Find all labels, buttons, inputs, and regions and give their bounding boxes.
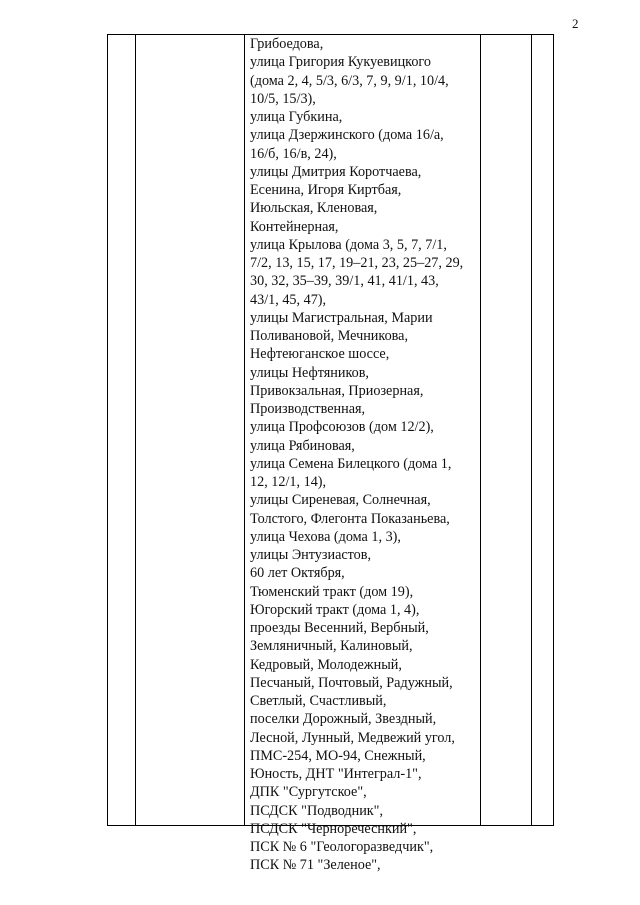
address-line: улицы Энтузиастов,	[250, 547, 372, 563]
address-line: Привокзальная, Приозерная,	[250, 382, 424, 399]
address-line: 16/б, 16/в, 24),	[250, 145, 337, 162]
address-line: улица Чехова (дома 1, 3),	[250, 528, 401, 545]
address-line: Контейнерная,	[250, 218, 339, 235]
address-line: ДПК "Сургутское",	[250, 784, 367, 801]
address-line: улица Рябиновая,	[250, 437, 355, 454]
address-line: 12, 12/1, 14),	[250, 474, 327, 490]
address-line: 30, 32, 35–39, 39/1, 41, 41/1, 43,	[250, 273, 439, 290]
address-line: ПСДСК "Черноречеснкий",	[250, 820, 417, 837]
address-line: улица Григория Кукуевицкого	[250, 54, 431, 71]
address-line: Нефтеюганское шоссе,	[250, 346, 390, 363]
address-line: 43/1, 45, 47),	[250, 291, 327, 308]
address-line: улица Крылова (дома 3, 5, 7, 7/1,	[250, 236, 447, 253]
address-line: ПСК № 71 "Зеленое",	[250, 857, 381, 874]
address-line: улица Губкина,	[250, 109, 343, 125]
column-divider-4	[531, 35, 532, 825]
address-line: улица Семена Билецкого (дома 1,	[250, 455, 452, 472]
address-line: улицы Нефтяников,	[250, 364, 369, 381]
address-line: Тюменский тракт (дом 19),	[250, 583, 414, 600]
address-line: Июльская, Кленовая,	[250, 200, 378, 217]
address-line: (дома 2, 4, 5/3, 6/3, 7, 9, 9/1, 10/4,	[250, 72, 449, 89]
address-line: поселки Дорожный, Звездный,	[250, 711, 437, 728]
address-line: Кедровый, Молодежный,	[250, 656, 402, 673]
address-line: ПСК № 6 "Геологоразведчик",	[250, 839, 434, 855]
address-line: Югорский тракт (дома 1, 4),	[250, 601, 420, 618]
address-line: 7/2, 13, 15, 17, 19–21, 23, 25–27, 29,	[250, 255, 464, 271]
address-line: ПМС-254, МО-94, Снежный,	[250, 747, 426, 764]
address-line: Лесной, Лунный, Медвежий угол,	[250, 729, 455, 746]
address-line: улицы Сиреневая, Солнечная,	[250, 492, 431, 509]
address-list-cell	[250, 35, 482, 875]
address-line: ПСДСК "Подводник",	[250, 802, 384, 819]
address-line: улица Дзержинского (дома 16/а,	[250, 127, 444, 144]
address-line: Светлый, Счастливый,	[250, 693, 387, 709]
address-line: Есенина, Игоря Киртбая,	[250, 182, 402, 198]
address-line: Производственная,	[250, 401, 366, 417]
page-number: 2	[572, 16, 579, 31]
address-line: 60 лет Октября,	[250, 565, 345, 582]
address-line: Земляничный, Калиновый,	[250, 638, 413, 655]
address-line: 10/5, 15/3),	[250, 90, 316, 107]
address-line: Юность, ДНТ "Интеграл-1",	[250, 766, 422, 782]
column-divider-1	[135, 35, 136, 825]
address-line: Толстого, Флегонта Показаньева,	[250, 510, 450, 527]
address-line: улица Профсоюзов (дом 12/2),	[250, 419, 434, 436]
address-line: улицы Магистральная, Марии	[250, 309, 433, 326]
address-line: Песчаный, Почтовый, Радужный,	[250, 674, 453, 691]
column-divider-2	[244, 35, 245, 825]
address-line: Поливановой, Мечникова,	[250, 328, 409, 344]
address-table	[107, 34, 554, 874]
address-line: улицы Дмитрия Коротчаева,	[250, 163, 422, 180]
address-line: проезды Весенний, Вербный,	[250, 620, 429, 636]
address-line: Грибоедова,	[250, 36, 324, 52]
